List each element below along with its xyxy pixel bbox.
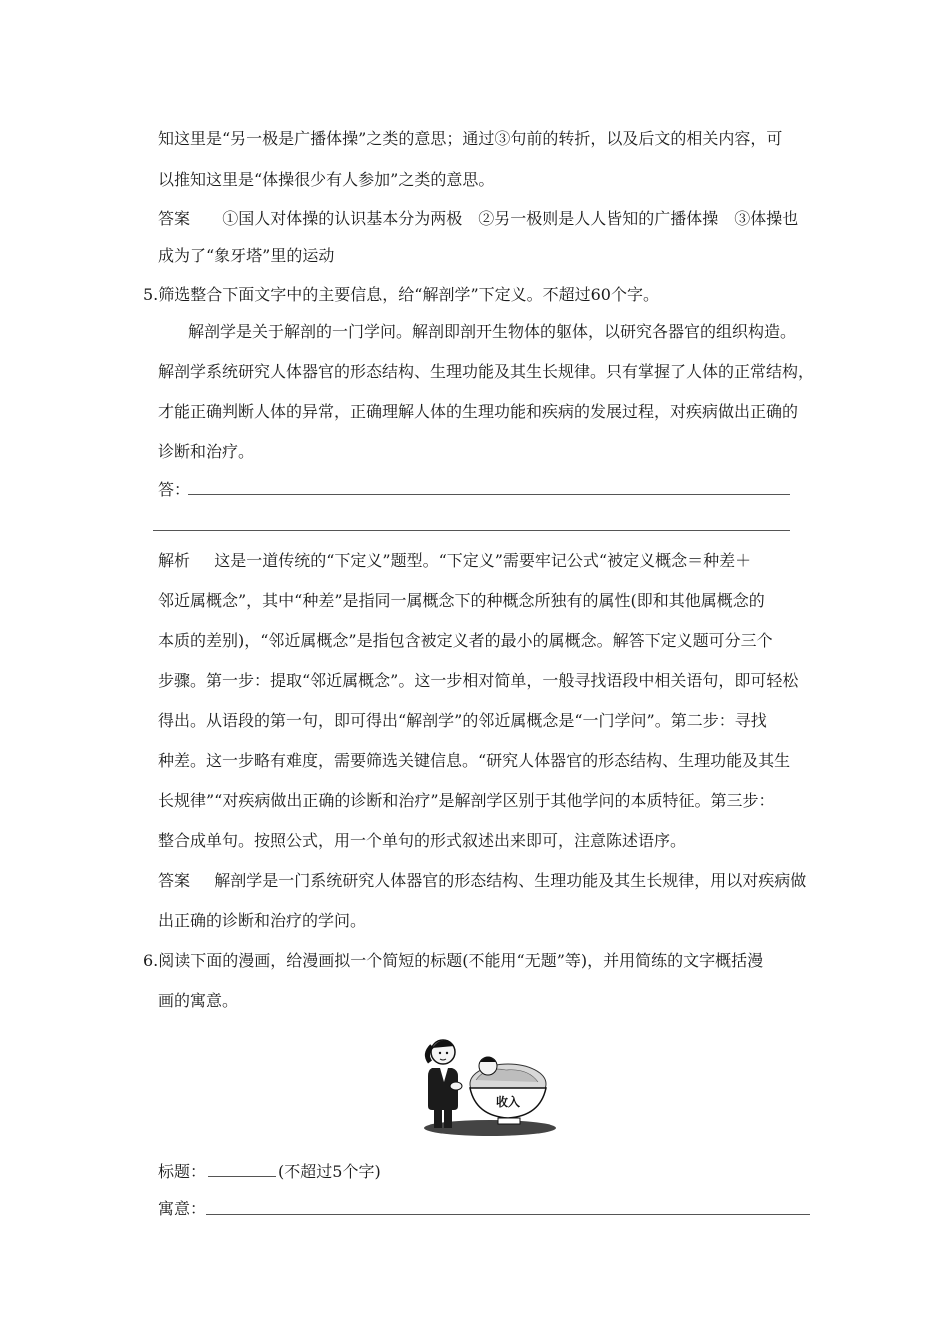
analysis-line: 知这里是“另一极是广播体操”之类的意思；通过③句前的转折，以及后文的相关内容，可: [158, 129, 783, 148]
title-hint: (不超过5个字): [278, 1162, 381, 1181]
answer-label: 答案: [158, 871, 191, 890]
rice-bowl: [470, 1057, 546, 1124]
meaning-label: 寓意：: [158, 1199, 207, 1218]
analysis-line: 邻近属概念”，其中“种差”是指同一属概念下的种概念所独有的属性(即和其他属概念的: [158, 591, 765, 610]
passage-line: 解剖学是关于解剖的一门学问。解剖即剖开生物体的躯体，以研究各器官的组织构造。: [188, 322, 797, 341]
analysis-line: 解析 这是一道传统的“下定义”题型。“下定义”需要牢记公式“被定义概念＝种差＋: [158, 551, 752, 570]
answer-line[interactable]: [153, 530, 790, 531]
question-6-prompt: 6.阅读下面的漫画，给漫画拟一个简短的标题(不能用“无题”等)，并用简练的文字概括漫: [143, 951, 764, 970]
cartoon-illustration: [418, 1028, 558, 1138]
answer-line[interactable]: [188, 494, 790, 495]
answer-prompt: 答：: [158, 480, 191, 499]
analysis-line: 种差。这一步略有难度，需要筛选关键信息。“研究人体器官的形态结构、生理功能及其生: [158, 751, 791, 770]
answer-line-text: 答案 解剖学是一门系统研究人体器官的形态结构、生理功能及其生长规律，用以对疾病做: [158, 871, 807, 890]
passage-line: 才能正确判断人体的异常，正确理解人体的生理功能和疾病的发展过程，对疾病做出正确的: [158, 402, 799, 421]
analysis-line: 长规律”“对疾病做出正确的诊断和治疗”是解剖学区别于其他学问的本质特征。第三步：: [158, 791, 775, 810]
title-answer-row: [158, 1160, 381, 1183]
analysis-line: 本质的差别)，“邻近属概念”是指包含被定义者的最小的属概念。解答下定义题可分三个: [158, 631, 773, 650]
answer-label: 答案: [158, 209, 191, 228]
title-label: 标题：: [158, 1162, 207, 1181]
analysis-line: 以推知这里是“体操很少有人参加”之类的意思。: [158, 170, 495, 189]
prev-answer-line: 成为了“象牙塔”里的运动: [158, 246, 335, 265]
ground-shadow: [424, 1120, 556, 1136]
passage-line: 解剖学系统研究人体器官的形态结构、生理功能及其生长规律。只有掌握了人体的正常结构，: [158, 362, 815, 381]
prev-answer-line: 答案 ①国人对体操的认识基本分为两极 ②另一极则是人人皆知的广播体操 ③体操也: [158, 209, 799, 228]
title-blank[interactable]: [208, 1160, 276, 1177]
answer-line-text: 出正确的诊断和治疗的学问。: [158, 911, 367, 930]
bowl-label: 收入: [495, 1095, 521, 1109]
analysis-line: 步骤。第一步：提取“邻近属概念”。这一步相对简单，一般寻找语段中相关语句，即可轻松: [158, 671, 799, 690]
passage-line: 诊断和治疗。: [158, 442, 255, 461]
meaning-answer-line[interactable]: [206, 1214, 810, 1215]
man-figure: [427, 1040, 462, 1128]
analysis-line: 整合成单句。按照公式，用一个单句的形式叙述出来即可，注意陈述语序。: [158, 831, 687, 850]
question-6-prompt: 画的寓意。: [158, 991, 239, 1010]
analysis-line: 得出。从语段的第一句，即可得出“解剖学”的邻近属概念是“一门学问”。第二步：寻找: [158, 711, 767, 730]
analysis-label: 解析: [158, 551, 191, 570]
question-5-prompt: 5.筛选整合下面文字中的主要信息，给“解剖学”下定义。不超过60个字。: [143, 285, 659, 304]
